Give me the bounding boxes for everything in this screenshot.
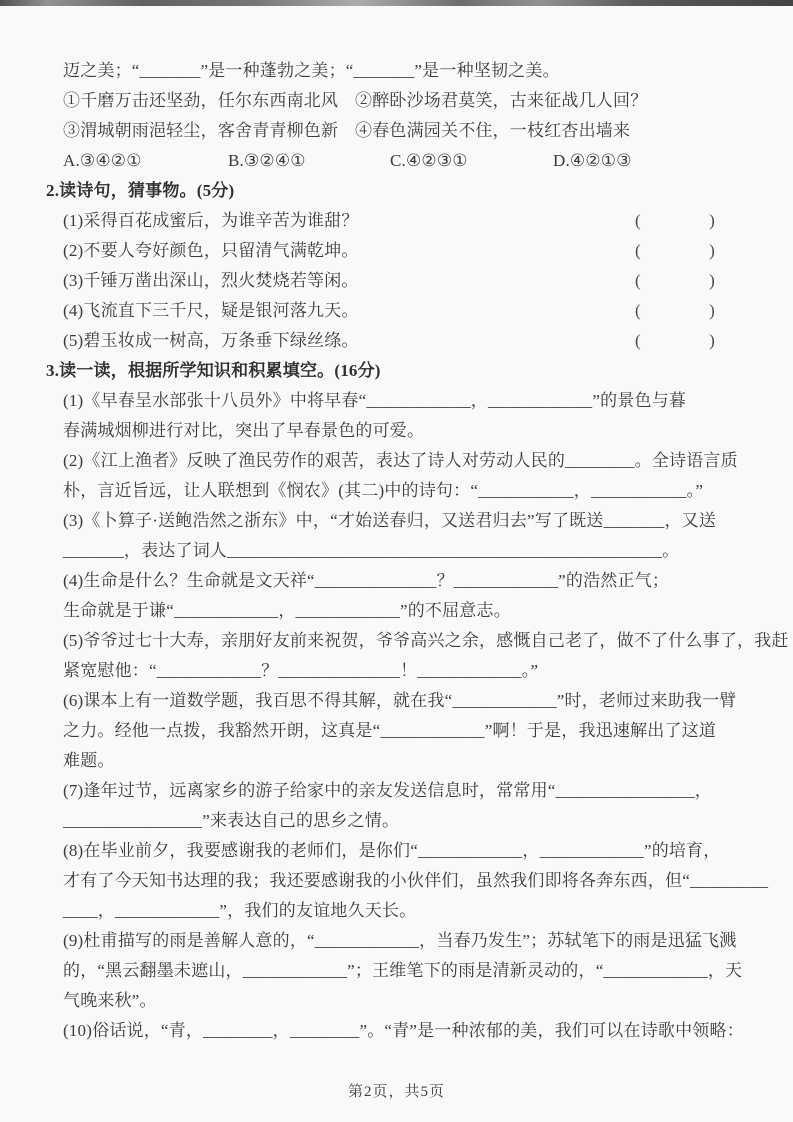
q1-poem-pair-row-1 — [63, 86, 753, 116]
q3-item-8-line-3: ____，____________”，我们的友谊地久天长。 — [63, 901, 417, 920]
q2-item-3 — [63, 266, 753, 296]
q1-poem-pair-row-2 — [63, 116, 753, 146]
q2-item-2-answer-parens — [635, 236, 715, 266]
q2-item-5-answer-parens — [635, 326, 715, 356]
paren-close: ) — [709, 331, 715, 350]
q1-choice-a: A.③④②① — [63, 151, 142, 170]
q3-item-7-line-1: (7)逢年过节，远离家乡的游子给家中的亲友发送信息时，常常用“________________， — [63, 781, 712, 800]
paren-open: ( — [635, 271, 641, 290]
q2-item-2 — [63, 236, 753, 266]
q3-item-9-line-1: (9)杜甫描写的雨是善解人意的，“____________，当春乃发生”；苏轼笔下的雨是迅猛飞溅 — [63, 931, 737, 950]
q3-item-8-line-2: 才有了今天知书达理的我；我还要感谢我的小伙伴们，虽然我们即将各奔东西，但“_________ — [63, 871, 769, 890]
q3-item-10-line-1: (10)俗话说，“青，________，________”。“青”是一种浓郁的美，我们可以在诗歌中领略： — [63, 1021, 744, 1040]
q2-item-4-answer-parens — [635, 296, 715, 326]
q3-item-3-line-1: (3)《卜算子·送鲍浩然之浙东》中，“才始送春归，又送君归去”写了既送_______，又送 — [63, 511, 717, 530]
q3-item-2-line-1: (2)《江上渔者》反映了渔民劳作的艰苦，表达了诗人对劳动人民的________。全诗语言质 — [63, 451, 738, 470]
q2-item-5 — [63, 326, 753, 356]
q2-item-2-text: (2)不要人夸好颜色，只留清气满乾坤。 — [63, 241, 359, 260]
paren-open: ( — [635, 211, 641, 230]
q2-item-4-text: (4)飞流直下三千尺，疑是银河落九天。 — [63, 301, 359, 320]
q3-item-3-line-2: _______，表达了词人__________________________________________________。 — [63, 541, 680, 560]
q3-item-1-line-2: 春满城烟柳进行对比，突出了早春景色的可爱。 — [63, 421, 425, 440]
paren-open: ( — [635, 241, 641, 260]
q2-item-1-text: (1)采得百花成蜜后，为谁辛苦为谁甜？ — [63, 211, 359, 230]
q3-item-9-line-3: 气晚来秋”。 — [63, 991, 157, 1010]
q3-item-9-line-2: 的，“黑云翻墨未遮山，____________”；王维笔下的雨是清新灵动的，“____________，天 — [63, 961, 743, 980]
paren-close: ) — [709, 301, 715, 320]
q3-item-8-line-1: (8)在毕业前夕，我要感谢我的老师们，是你们“____________，____________”的培育， — [63, 841, 721, 860]
q1-poem-option-3: ③渭城朝雨浥轻尘，客舍青青柳色新 — [63, 121, 339, 140]
q3-item-5-line-1: (5)爷爷过七十大寿，亲朋好友前来祝贺，爷爷高兴之余，感慨自己老了，做不了什么事了，我赶 — [63, 631, 789, 650]
paren-open: ( — [635, 331, 641, 350]
q2-item-1 — [63, 206, 753, 236]
page-number-footer: 第2页，共5页 — [347, 1084, 445, 1100]
q1-choice-b: B.③②④① — [228, 151, 306, 170]
q3-item-7-line-2: ________________”来表达自己的思乡之情。 — [63, 811, 400, 830]
q3-item-4-line-1: (4)生命是什么？生命就是文天祥“______________？____________”的浩然正气； — [63, 571, 670, 590]
q3-item-5-line-2: 紧宽慰他：“____________？______________！____________。” — [63, 661, 539, 680]
q3-item-6-line-1: (6)课本上有一道数学题，我百思不得其解，就在我“____________”时，老师过来助我一臂 — [63, 691, 737, 710]
exam-page-body — [46, 56, 789, 1046]
q1-poem-option-1: ①千磨万击还坚劲，任尔东西南北风 — [63, 91, 339, 110]
paren-close: ) — [709, 271, 715, 290]
paren-close: ) — [709, 211, 715, 230]
q3-item-6-line-2: 之力。经他一点拨，我豁然开朗，这真是“____________”啊！于是，我迅速解出了这道 — [63, 721, 717, 740]
q2-item-4 — [63, 296, 753, 326]
q1-poem-option-2: ②醉卧沙场君莫笑，古来征战几人回？ — [355, 91, 648, 110]
q3-item-6-line-3: 难题。 — [63, 751, 115, 770]
scan-edge-artifact — [0, 0, 793, 6]
q1-continuation-line: 迈之美；“_______”是一种蓬勃之美；“_______”是一种坚韧之美。 — [63, 61, 560, 80]
paren-close: ) — [709, 241, 715, 260]
paren-open: ( — [635, 301, 641, 320]
q3-title: 3.读一读，根据所学知识和积累填空。(16分) — [46, 361, 381, 380]
q2-item-3-text: (3)千锤万凿出深山，烈火焚烧若等闲。 — [63, 271, 359, 290]
q1-choice-d: D.④②①③ — [553, 151, 632, 170]
q1-choice-c: C.④②③① — [390, 151, 468, 170]
q2-title: 2.读诗句，猜事物。(5分) — [46, 181, 235, 200]
q1-poem-option-4: ④春色满园关不住，一枝红杏出墙来 — [355, 121, 631, 140]
q2-item-1-answer-parens — [635, 206, 715, 236]
q3-item-2-line-2: 朴，言近旨远，让人联想到《悯农》(其二)中的诗句：“___________，___________。” — [63, 481, 704, 500]
q2-item-5-text: (5)碧玉妆成一树高，万条垂下绿丝绦。 — [63, 331, 359, 350]
q3-item-4-line-2: 生命就是于谦“____________，____________”的不屈意志。 — [63, 601, 511, 620]
q3-item-1-line-1: (1)《早春呈水部张十八员外》中将早春“____________，____________”的景色与暮 — [63, 391, 687, 410]
q1-choices-row — [63, 146, 753, 176]
q2-item-3-answer-parens — [635, 266, 715, 296]
